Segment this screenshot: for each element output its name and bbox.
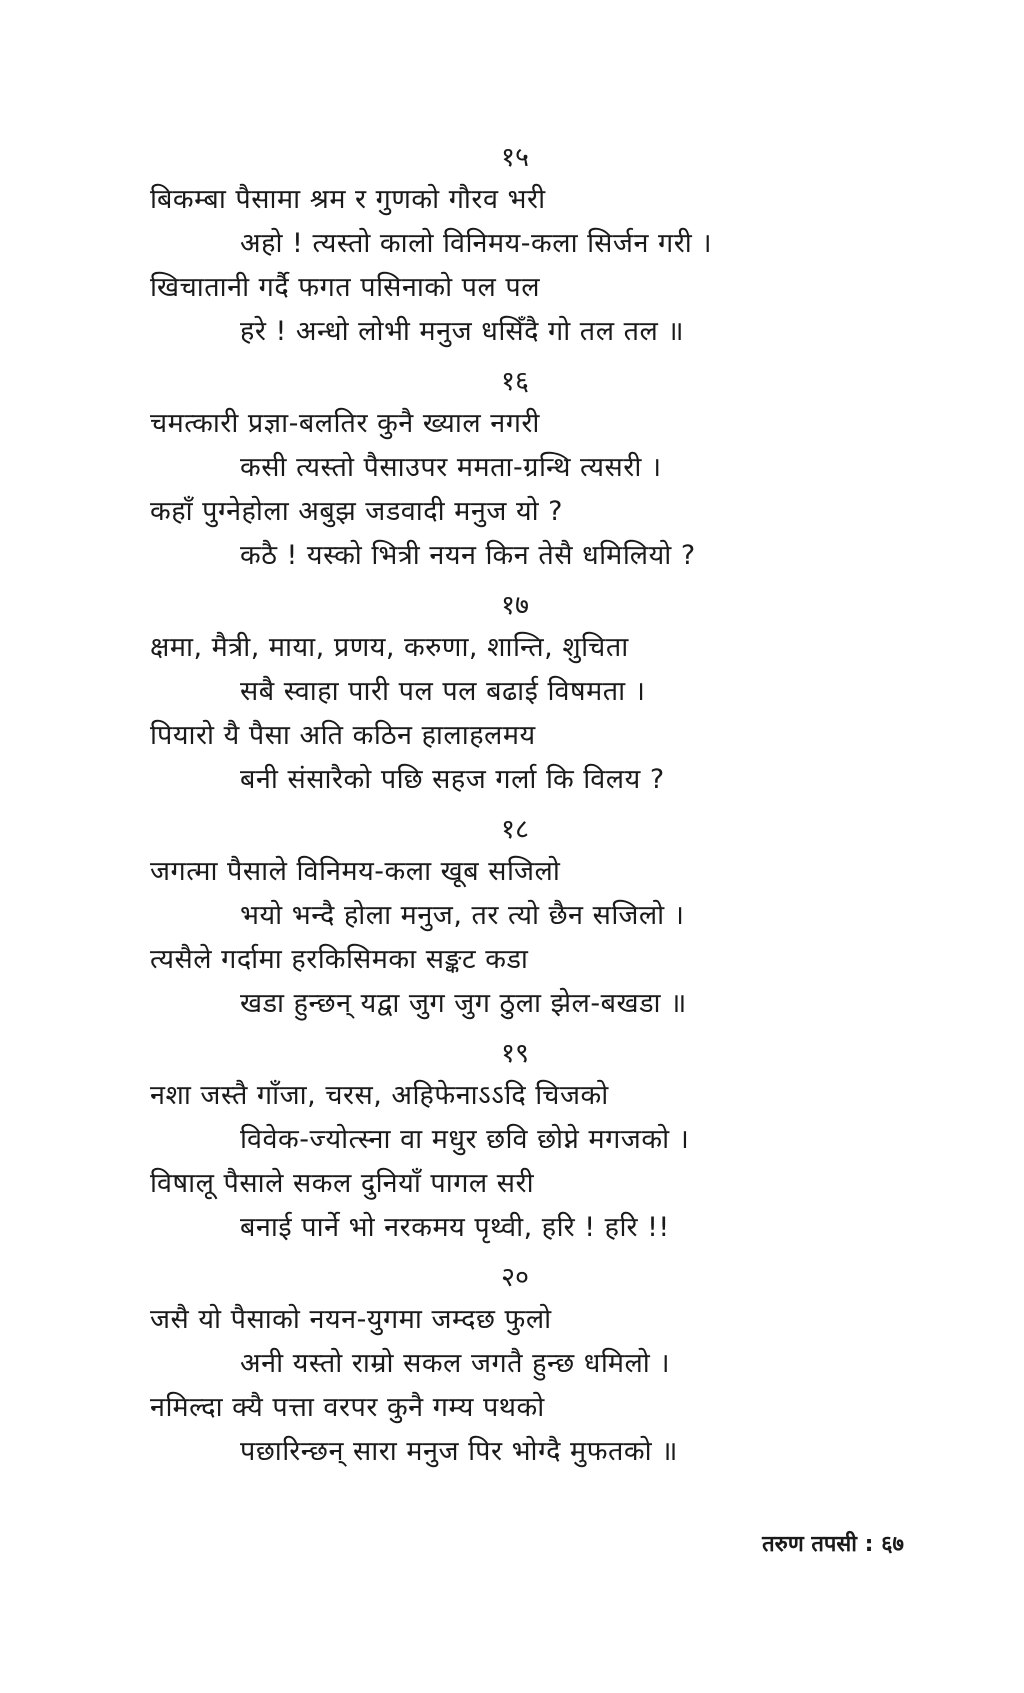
verse-line: विषालू पैसाले सकल दुनियाँ पागल सरी: [150, 1168, 535, 1199]
verse-line: कठै ! यस्को भित्री नयन किन तेसै धमिलियो ?: [240, 540, 696, 571]
verses-container: [150, 138, 840, 1482]
verse-line: बनाई पार्ने भो नरकमय पृथ्वी, हरि ! हरि !!: [240, 1212, 670, 1243]
stanza: [150, 138, 840, 354]
verse-line: नमिल्दा क्यै पत्ता वरपर कुनै गम्य पथको: [150, 1392, 545, 1423]
verse-line: भयो भन्दै होला मनुज, तर त्यो छैन सजिलो ।: [240, 900, 685, 931]
verse-line: खडा हुन्छन् यद्वा जुग जुग ठुला झेल-बखडा ॥: [240, 988, 687, 1019]
stanza-number: १९: [500, 1038, 530, 1069]
stanza: [150, 810, 840, 1026]
verse-line: क्षमा, मैत्री, माया, प्रणय, करुणा, शान्ति, शुचिता: [150, 632, 629, 663]
verse-line: सबै स्वाहा पारी पल पल बढाई विषमता ।: [240, 676, 646, 707]
verse-line: चमत्कारी प्रज्ञा-बलतिर कुनै ख्याल नगरी: [150, 408, 540, 439]
verse-line: जगत्मा पैसाले विनिमय-कला खूब सजिलो: [150, 856, 561, 887]
verse-line: कहाँ पुग्नेहोला अबुझ जडवादी मनुज यो ?: [150, 496, 564, 527]
stanza-number: १७: [500, 590, 530, 621]
stanza: [150, 1034, 840, 1250]
verse-line: पियारो यै पैसा अति कठिन हालाहलमय: [150, 720, 536, 751]
verse-line: बिकम्बा पैसामा श्रम र गुणको गौरव भरी: [150, 184, 546, 215]
stanza-number: १८: [500, 814, 530, 845]
stanza-number: १५: [500, 142, 530, 173]
verse-line: अनी यस्तो राम्रो सकल जगतै हुन्छ धमिलो ।: [240, 1348, 671, 1379]
stanza-number: १६: [500, 366, 530, 397]
verse-line: नशा जस्तै गाँजा, चरस, अहिफेनाऽऽदि चिजको: [150, 1080, 609, 1111]
verse-line: पछारिन्छन् सारा मनुज पिर भोग्दै मुफतको ॥: [240, 1436, 678, 1467]
stanza: [150, 586, 840, 802]
verse-line: जसै यो पैसाको नयन-युगमा जम्दछ फुलो: [150, 1304, 552, 1335]
verse-line: त्यसैले गर्दामा हरकिसिमका सङ्कट कडा: [150, 944, 529, 975]
verse-line: खिचातानी गर्दै फगत पसिनाको पल पल: [150, 272, 541, 303]
verse-line: कसी त्यस्तो पैसाउपर ममता-ग्रन्थि त्यसरी ।: [240, 452, 662, 483]
stanza: [150, 362, 840, 578]
verse-line: हरे ! अन्धो लोभी मनुज धसिँदै गो तल तल ॥: [240, 316, 685, 347]
stanza-number: २०: [500, 1262, 530, 1293]
stanza: [150, 1258, 840, 1474]
verse-line: विवेक-ज्योत्स्ना वा मधुर छवि छोप्ने मगजको ।: [240, 1124, 690, 1155]
verse-line: अहो ! त्यस्तो कालो विनिमय-कला सिर्जन गरी ।: [240, 228, 713, 259]
verse-line: बनी संसारैको पछि सहज गर्ला कि विलय ?: [240, 764, 665, 795]
page-footer: तरुण तपसी : ६७: [762, 1532, 904, 1557]
